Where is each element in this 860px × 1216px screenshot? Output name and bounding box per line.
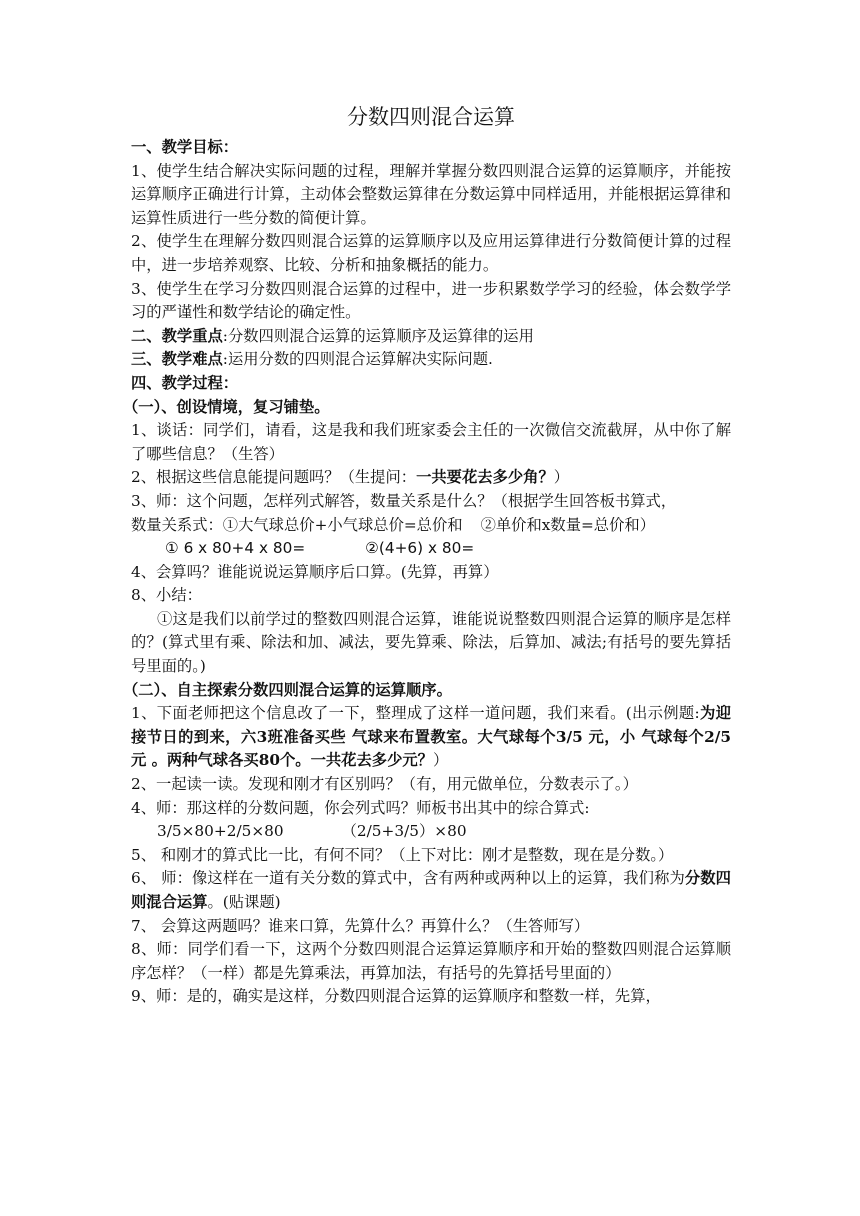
part-2-item-6-text: 6、 师：像这样在一道有关分数的算式中，含有两种或两种以上的运算，我们称为 [131, 869, 685, 888]
part-1-item-8: 8、小结： [131, 586, 202, 605]
fraction-formula-1: 3/5×80+2/5×80 [157, 822, 284, 841]
difficulty-text: :运用分数的四则混合运算解决实际问题. [222, 350, 493, 369]
document-title: 分数四则混合运算 [347, 105, 515, 129]
part-2-item-8: 8、师：同学们看一下，这两个分数四则混合运算运算顺序和开始的整数四则混合运算顺序怎样？（一样）都是先算乘法，再算加法，有括号的先算括号里面的） [131, 940, 731, 982]
part-2-item-4: 4、师：那这样的分数问题，你会列式吗？师板书出其中的综合算式: [131, 798, 590, 817]
difficulty-line [131, 348, 731, 372]
part-1-heading: （一）、创设情境，复习铺垫。 [123, 397, 330, 416]
difficulty-label: 三、教学难点 [131, 350, 223, 369]
part-2-heading: （二）、自主探索分数四则混合运算的运算顺序。 [123, 680, 452, 699]
part-2-item-6 [131, 867, 731, 914]
part-1-item-3-relation-1: 数量关系式：①大气球总价+小气球总价=总价和 [131, 515, 463, 534]
part-1-item-2-end: ） [553, 468, 570, 487]
objective-item-1: 1、使学生结合解决实际问题的过程，理解并掌握分数四则混合运算的运算顺序，并能按运算顺序正确进行计算，主动体会整数运算律在分数运算中同样适用，并能根据运算律和运算性质进行一些分数的简便计算。 [131, 161, 731, 227]
part-2-topic-name: 分数四则混合运算 [131, 869, 731, 911]
key-points-text: :分数四则混合运算的运算顺序及运算律的运用 [222, 326, 534, 345]
part-1-item-4: 4、会算吗？谁能说说运算顺序后口算。(先算，再算） [131, 562, 499, 581]
part-1-item-3-a: 3、师：这个问题，怎样列式解答，数量关系是什么？（根据学生回答板书算式， [131, 491, 677, 510]
part-1-item-2-text: 2、根据这些信息能提问题吗？（生提问： [131, 468, 417, 487]
part-2-item-9: 9、师：是的，确实是这样，分数四则混合运算的运算顺序和整数一样，先算， [131, 987, 661, 1006]
key-points-line [131, 325, 731, 349]
part-2-item-6-end: 。(贴课题) [207, 893, 281, 911]
part-2-item-5: 5、 和刚才的算式比一比，有何不同？（上下对比：刚才是整数，现在是分数。） [131, 845, 674, 864]
objective-item-3: 3、使学生在学习分数四则混合运算的过程中，进一步积累数学学习的经验，体会数学学习的严谨性和数学结论的确定性。 [131, 279, 731, 322]
part-2-item-2: 2、一起读一读。发现和刚才有区别吗？（有，用元做单位，分数表示了。） [131, 775, 638, 794]
objective-item-2: 2、使学生在理解分数四则混合运算的运算顺序以及应用运算律进行分数简便计算的过程中，进一步培养观察、比较、分析和抽象概括的能力。 [131, 232, 731, 274]
part-2-example-problem: 为迎接节日的到来，六3班准备买些 气球来布置教室。大气球每个3/5 元，小 气球每个2/5 元 。两种气球各买80个。一共花去多少元？ [131, 704, 731, 770]
part-1-formulas [131, 537, 731, 561]
formula-2: ②(4+6) x 80= [365, 539, 475, 558]
fraction-formula-2: （2/5+3/5）×80 [341, 822, 467, 841]
part-2-item-1-text: 1、下面老师把这个信息改了一下，整理成了这样一道问题，我们来看。(出示例题: [131, 704, 700, 723]
part-1-summary: ①这是我们以前学过的整数四则混合运算，谁能说说整数四则混合运算的顺序是怎样的？(算式里有乘、除法和加、减法，要先算乘、除法，后算加、减法;有括号的要先算括号里面的。) [131, 609, 731, 676]
part-2-formulas [131, 820, 731, 844]
part-1-item-3-b [131, 514, 731, 538]
part-2-item-1-end: ） [432, 751, 449, 770]
section-heading-process: 四、教学过程： [131, 373, 239, 392]
key-points-label: 二、教学重点 [131, 326, 223, 345]
part-1-item-2 [131, 466, 731, 490]
section-heading-objectives: 一、教学目标： [131, 138, 239, 156]
document-page [123, 100, 731, 1009]
part-2-item-7: 7、 会算这两题吗？谁来口算，先算什么？再算什么？（生答师写） [131, 916, 590, 935]
part-1-item-3-relation-2: ②单价和x数量=总价和） [480, 515, 655, 534]
formula-1: ① 6 x 80+4 x 80= [165, 539, 306, 558]
part-2-item-1 [131, 702, 731, 773]
part-1-item-1: 1、谈话：同学们，请看，这是我和我们班家委会主任的一次微信交流截屏，从中你了解了哪些信息？（生答） [131, 421, 731, 463]
part-1-item-2-question: 一共要花去多少角？ [416, 468, 554, 487]
